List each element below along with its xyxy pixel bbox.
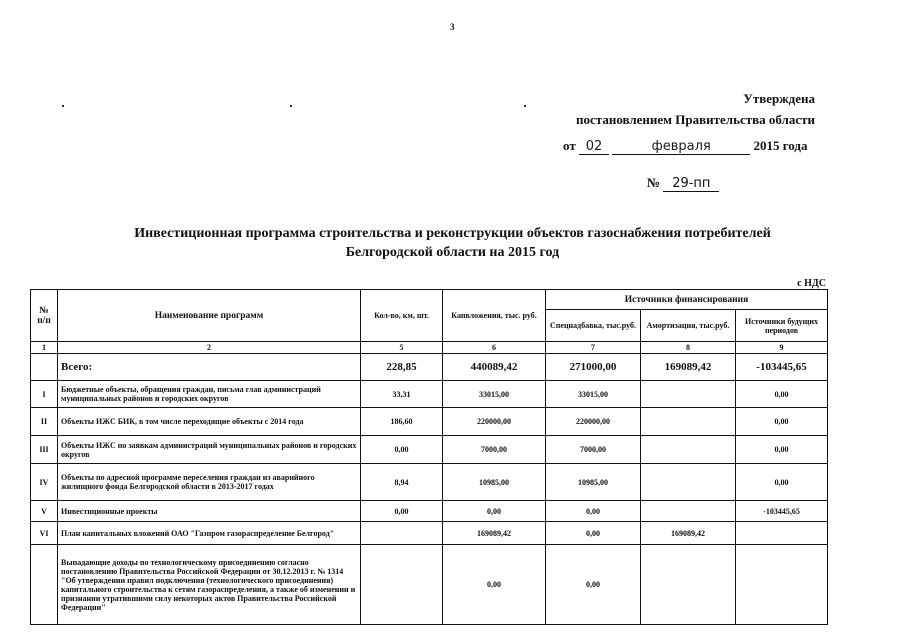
row-markup: 33015,00 bbox=[546, 381, 641, 408]
row-future: 0,00 bbox=[736, 408, 828, 436]
approval-line-1: Утверждена bbox=[743, 91, 815, 106]
row-markup: 0,00 bbox=[546, 522, 641, 545]
row-future: 0,00 bbox=[736, 436, 828, 464]
header-investment: Капвложения, тыс. руб. bbox=[443, 290, 546, 342]
table-row bbox=[31, 408, 828, 436]
row-name: Выпадающие доходы по технологическому присоединению согласно постановлению Правительства Российской Федерации от 30.12.2013 г. № 1314 "Об утверждении правил подключения (технологического присоединения) капитального строительства к сетям газораспределения, а также об изменении и признании утратившими силу некоторых актов Правительства Российской Федерации" bbox=[58, 545, 361, 625]
number-value: 29-пп bbox=[663, 176, 719, 192]
row-amortization bbox=[641, 436, 736, 464]
row-name: Объекты ИЖС по заявкам администраций муниципальных районов и городских округов bbox=[58, 436, 361, 464]
row-amortization: 169089,42 bbox=[641, 522, 736, 545]
date-month: февраля bbox=[612, 139, 750, 155]
row-future: 0,00 bbox=[736, 381, 828, 408]
total-num bbox=[31, 354, 58, 381]
row-markup: 0,00 bbox=[546, 545, 641, 625]
col-number: 6 bbox=[443, 342, 546, 354]
approval-line-2: постановлением Правительства области bbox=[576, 112, 815, 127]
row-investment: 33015,00 bbox=[443, 381, 546, 408]
header-future: Источники будущих периодов bbox=[736, 310, 828, 342]
total-qty: 228,85 bbox=[361, 354, 443, 381]
table-row bbox=[31, 501, 828, 522]
row-num: VI bbox=[31, 522, 58, 545]
scan-speck bbox=[524, 105, 526, 107]
document-title bbox=[100, 224, 805, 262]
date-day: 02 bbox=[579, 139, 609, 155]
scan-speck bbox=[62, 105, 64, 107]
header-num: № п/п bbox=[31, 290, 58, 342]
row-qty: 0,00 bbox=[361, 436, 443, 464]
row-qty: 33,31 bbox=[361, 381, 443, 408]
row-num: IV bbox=[31, 464, 58, 501]
col-number: 5 bbox=[361, 342, 443, 354]
header-markup: Спецнадбавка, тыс.руб. bbox=[546, 310, 641, 342]
row-amortization bbox=[641, 408, 736, 436]
table-row bbox=[31, 436, 828, 464]
col-number: 9 bbox=[736, 342, 828, 354]
row-investment: 7000,00 bbox=[443, 436, 546, 464]
row-name: Объекты по адресной программе переселения граждан из аварийного жилищного фонда Белгородской области в 2013-2017 годах bbox=[58, 464, 361, 501]
table-row bbox=[31, 381, 828, 408]
date-year: 2015 года bbox=[753, 138, 808, 153]
approval-block bbox=[576, 88, 815, 130]
col-number: 8 bbox=[641, 342, 736, 354]
row-markup: 220000,00 bbox=[546, 408, 641, 436]
approval-date bbox=[563, 138, 808, 155]
table-row bbox=[31, 464, 828, 501]
vat-note: с НДС bbox=[797, 278, 826, 289]
row-future bbox=[736, 545, 828, 625]
title-line-2: Белгородской области на 2015 год bbox=[345, 245, 560, 260]
total-amortization: 169089,42 bbox=[641, 354, 736, 381]
row-markup: 0,00 bbox=[546, 501, 641, 522]
row-num: V bbox=[31, 501, 58, 522]
col-number: 7 bbox=[546, 342, 641, 354]
number-prefix: № bbox=[647, 175, 661, 190]
row-qty: 0,00 bbox=[361, 501, 443, 522]
total-investment: 440089,42 bbox=[443, 354, 546, 381]
row-investment: 10985,00 bbox=[443, 464, 546, 501]
row-name: Объекты ИЖС БИК, в том числе переходящие объекты с 2014 года bbox=[58, 408, 361, 436]
row-amortization bbox=[641, 545, 736, 625]
row-markup: 10985,00 bbox=[546, 464, 641, 501]
date-prefix: от bbox=[563, 138, 576, 153]
row-qty bbox=[361, 545, 443, 625]
table-row bbox=[31, 522, 828, 545]
row-future: 0,00 bbox=[736, 464, 828, 501]
row-investment: 220000,00 bbox=[443, 408, 546, 436]
row-qty: 8,94 bbox=[361, 464, 443, 501]
investment-table bbox=[30, 289, 828, 625]
row-future bbox=[736, 522, 828, 545]
table-row bbox=[31, 545, 828, 625]
row-amortization bbox=[641, 501, 736, 522]
page-number: 3 bbox=[450, 22, 455, 32]
row-markup: 7000,00 bbox=[546, 436, 641, 464]
scan-speck bbox=[290, 105, 292, 107]
row-amortization bbox=[641, 464, 736, 501]
row-name: План капитальных вложений ОАО "Газпром газораспределение Белгород" bbox=[58, 522, 361, 545]
row-qty bbox=[361, 522, 443, 545]
row-investment: 0,00 bbox=[443, 501, 546, 522]
row-investment: 169089,42 bbox=[443, 522, 546, 545]
row-num: III bbox=[31, 436, 58, 464]
row-future: -103445,65 bbox=[736, 501, 828, 522]
row-num: II bbox=[31, 408, 58, 436]
approval-number bbox=[647, 175, 719, 192]
total-markup: 271000,00 bbox=[546, 354, 641, 381]
row-qty: 186,60 bbox=[361, 408, 443, 436]
row-num: I bbox=[31, 381, 58, 408]
header-sources: Источники финансирования bbox=[546, 290, 828, 310]
row-name: Бюджетные объекты, обращения граждан, письма глав администраций муниципальных районов и городских округов bbox=[58, 381, 361, 408]
total-row bbox=[31, 354, 828, 381]
total-future: -103445,65 bbox=[736, 354, 828, 381]
header-name: Наименование программ bbox=[58, 290, 361, 342]
title-line-1: Инвестиционная программа строительства и реконструкции объектов газоснабжения потребителей bbox=[134, 226, 771, 241]
row-name: Инвестиционные проекты bbox=[58, 501, 361, 522]
header-amortization: Амортизация, тыс.руб. bbox=[641, 310, 736, 342]
row-num bbox=[31, 545, 58, 625]
row-investment: 0,00 bbox=[443, 545, 546, 625]
row-amortization bbox=[641, 381, 736, 408]
total-label: Всего: bbox=[58, 354, 361, 381]
col-number: 1 bbox=[31, 342, 58, 354]
col-number: 2 bbox=[58, 342, 361, 354]
header-qty: Кол-во, км, шт. bbox=[361, 290, 443, 342]
